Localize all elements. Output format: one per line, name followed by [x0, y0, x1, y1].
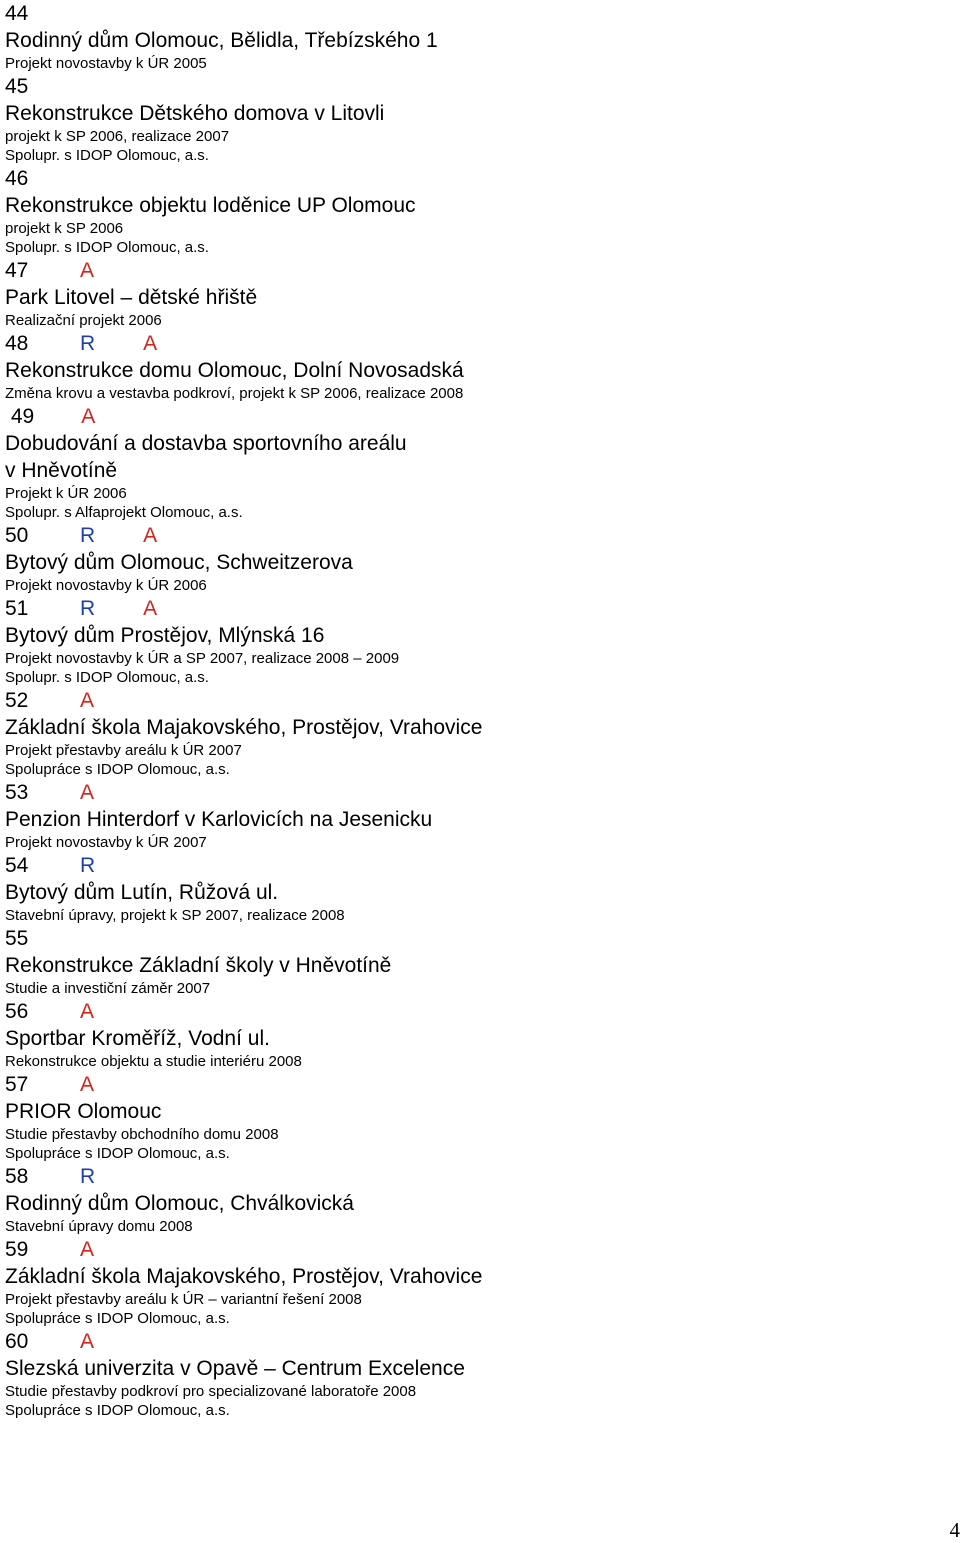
project-tag: R: [80, 1165, 96, 1188]
project-number-line: [5, 998, 945, 1025]
project-tag: A: [80, 1000, 95, 1023]
project-title: Rekonstrukce objektu loděnice UP Olomouc: [5, 194, 416, 217]
project-tag: A: [143, 524, 158, 547]
project-number: 45: [5, 75, 29, 98]
project-detail: projekt k SP 2006, realizace 2007: [5, 128, 230, 145]
project-detail: Projekt novostavby k ÚR 2007: [5, 834, 207, 851]
project-detail: Realizační projekt 2006: [5, 312, 162, 329]
project-detail: Spolupráce s IDOP Olomouc, a.s.: [5, 1145, 230, 1162]
project-detail: Rekonstrukce objektu a studie interiéru 2008: [5, 1053, 302, 1070]
project-tag: A: [80, 1238, 95, 1261]
project-detail: Spolupráce s IDOP Olomouc, a.s.: [5, 1402, 230, 1419]
project-detail: Studie přestavby obchodního domu 2008: [5, 1126, 279, 1143]
project-tag: A: [80, 259, 95, 282]
project-number-line: [5, 165, 945, 192]
project-detail: Změna krovu a vestavba podkroví, projekt k SP 2006, realizace 2008: [5, 385, 464, 402]
project-entry: [5, 330, 945, 403]
project-title: PRIOR Olomouc: [5, 1100, 162, 1123]
project-title: Dobudování a dostavba sportovního areálu: [5, 432, 407, 455]
project-list: [5, 0, 945, 1420]
project-title: Základní škola Majakovského, Prostějov, Vrahovice: [5, 1265, 483, 1288]
project-tag: A: [80, 1073, 95, 1096]
project-title: Rodinný dům Olomouc, Bělidla, Třebízského 1: [5, 29, 438, 52]
project-title: Rekonstrukce domu Olomouc, Dolní Novosadská: [5, 359, 464, 382]
project-entry: [5, 852, 945, 925]
project-tag: R: [80, 854, 96, 877]
project-title: v Hněvotíně: [5, 459, 118, 482]
project-detail: Projekt přestavby areálu k ÚR – variantní řešení 2008: [5, 1291, 362, 1308]
project-number: 60: [5, 1330, 29, 1353]
project-number: 54: [5, 854, 29, 877]
project-detail: Spolupráce s IDOP Olomouc, a.s.: [5, 761, 230, 778]
project-number: 44: [5, 2, 29, 25]
project-detail: Stavební úpravy, projekt k SP 2007, realizace 2008: [5, 907, 345, 924]
project-number: 53: [5, 781, 29, 804]
project-number-line: [5, 330, 945, 357]
project-entry: [5, 257, 945, 330]
project-detail: Projekt novostavby k ÚR 2005: [5, 55, 207, 72]
project-number-line: [5, 779, 945, 806]
project-number: 48: [5, 332, 29, 355]
project-entry: [5, 1236, 945, 1328]
project-number: 58: [5, 1165, 29, 1188]
project-number-line: [5, 403, 945, 430]
project-tag: R: [80, 332, 96, 355]
project-entry: [5, 925, 945, 998]
project-tag: A: [143, 332, 158, 355]
project-entry: [5, 595, 945, 687]
project-title: Rodinný dům Olomouc, Chválkovická: [5, 1192, 354, 1215]
project-title: Bytový dům Lutín, Růžová ul.: [5, 881, 279, 904]
project-number: 50: [5, 524, 29, 547]
project-number-line: [5, 1163, 945, 1190]
project-title: Penzion Hinterdorf v Karlovicích na Jesenicku: [5, 808, 433, 831]
project-tag: A: [80, 689, 95, 712]
project-number-line: [5, 852, 945, 879]
project-title: Rekonstrukce Základní školy v Hněvotíně: [5, 954, 392, 977]
project-detail: Projekt přestavby areálu k ÚR 2007: [5, 742, 242, 759]
page-number: 4: [949, 1518, 960, 1542]
project-tag: R: [80, 597, 96, 620]
project-number-line: [5, 595, 945, 622]
project-number: 57: [5, 1073, 29, 1096]
project-entry: [5, 1163, 945, 1236]
project-title: Základní škola Majakovského, Prostějov, Vrahovice: [5, 716, 483, 739]
project-number: 46: [5, 167, 29, 190]
project-detail: Spolupr. s IDOP Olomouc, a.s.: [5, 147, 209, 164]
project-entry: [5, 403, 945, 522]
project-number-line: [5, 1071, 945, 1098]
project-detail: Spolupr. s IDOP Olomouc, a.s.: [5, 239, 209, 256]
project-detail: projekt k SP 2006: [5, 220, 124, 237]
project-entry: [5, 687, 945, 779]
project-detail: Projekt novostavby k ÚR 2006: [5, 577, 207, 594]
project-number-line: [5, 522, 945, 549]
project-number: 55: [5, 927, 29, 950]
project-title: Bytový dům Prostějov, Mlýnská 16: [5, 624, 325, 647]
project-entry: [5, 1071, 945, 1163]
project-number: 52: [5, 689, 29, 712]
project-detail: Spolupr. s Alfaprojekt Olomouc, a.s.: [5, 504, 243, 521]
project-title: Bytový dům Olomouc, Schweitzerova: [5, 551, 353, 574]
project-entry: [5, 73, 945, 165]
project-tag: A: [81, 405, 96, 428]
project-number: 56: [5, 1000, 29, 1023]
project-number-line: [5, 1328, 945, 1355]
project-tag: A: [143, 597, 158, 620]
project-number: 47: [5, 259, 29, 282]
project-entry: [5, 779, 945, 852]
project-detail: Stavební úpravy domu 2008: [5, 1218, 193, 1235]
project-entry: [5, 0, 945, 73]
project-title: Rekonstrukce Dětského domova v Litovli: [5, 102, 385, 125]
project-detail: Studie přestavby podkroví pro specializované laboratoře 2008: [5, 1383, 417, 1400]
project-tag: A: [80, 1330, 95, 1353]
project-entry: [5, 522, 945, 595]
project-number: 51: [5, 597, 29, 620]
project-title: Sportbar Kroměříž, Vodní ul.: [5, 1027, 270, 1050]
project-detail: Projekt k ÚR 2006: [5, 485, 127, 502]
project-number-line: [5, 0, 945, 27]
project-tag: A: [80, 781, 95, 804]
project-number: 49: [5, 405, 35, 428]
project-number-line: [5, 687, 945, 714]
project-number-line: [5, 925, 945, 952]
project-number-line: [5, 1236, 945, 1263]
project-title: Park Litovel – dětské hřiště: [5, 286, 258, 309]
project-tag: R: [80, 524, 96, 547]
project-entry: [5, 1328, 945, 1420]
project-title: Slezská univerzita v Opavě – Centrum Excelence: [5, 1357, 465, 1380]
project-detail: Projekt novostavby k ÚR a SP 2007, realizace 2008 – 2009: [5, 650, 400, 667]
project-detail: Studie a investiční záměr 2007: [5, 980, 211, 997]
project-number-line: [5, 73, 945, 100]
project-entry: [5, 998, 945, 1071]
project-entry: [5, 165, 945, 257]
project-detail: Spolupr. s IDOP Olomouc, a.s.: [5, 669, 209, 686]
project-number: 59: [5, 1238, 29, 1261]
project-detail: Spolupráce s IDOP Olomouc, a.s.: [5, 1310, 230, 1327]
project-number-line: [5, 257, 945, 284]
